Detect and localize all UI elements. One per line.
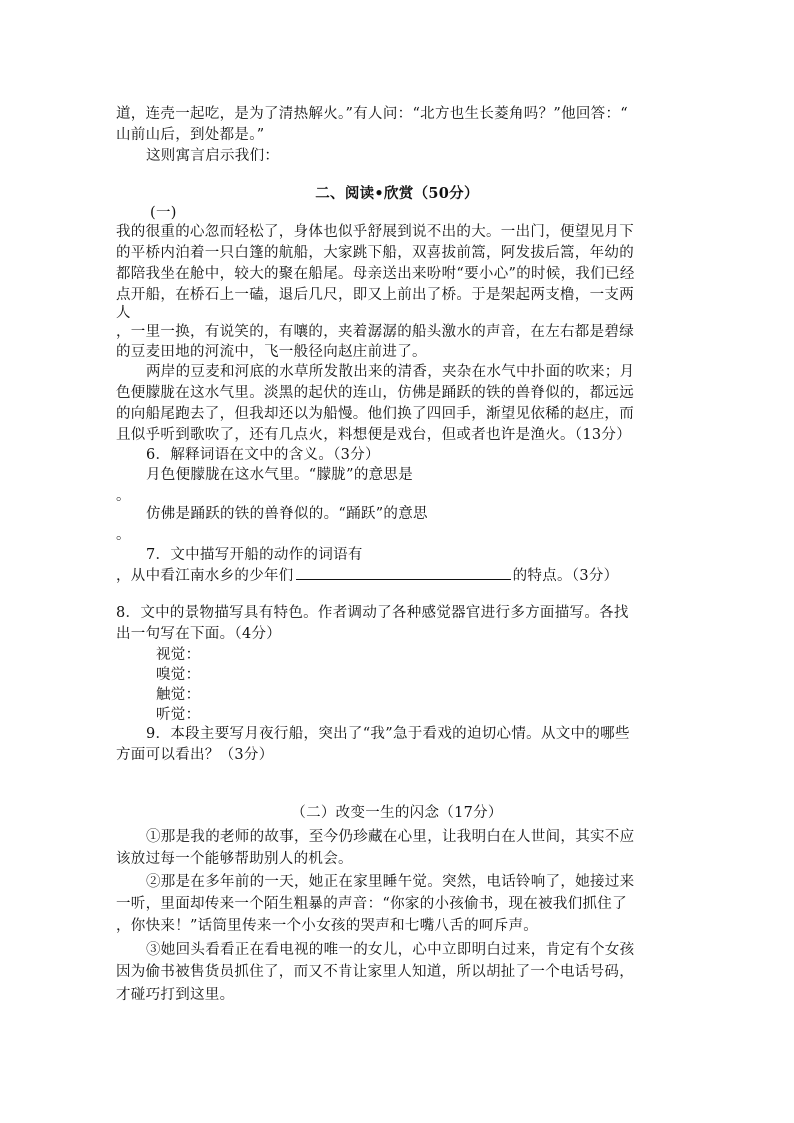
paragraph-line: ，一里一换，有说笑的，有嚷的，夹着潺潺的船头激水的声音，在左右都是碧绿	[116, 324, 634, 340]
question-8: 8．文中的景物描写具有特色。作者调动了各种感觉器官进行多方面描写。各找	[116, 605, 629, 621]
question-6a: 月色便朦胧在这水气里。“朦胧”的意思是	[146, 467, 414, 483]
answer-blank[interactable]	[296, 565, 511, 580]
paragraph-line: 我的很重的心忽而轻松了，身体也似乎舒展到说不出的大。一出门，便望见月下	[116, 224, 634, 240]
paragraph-line: 才碰巧打到这里。	[116, 987, 235, 1003]
part-one-label: (一)	[150, 205, 177, 221]
question-7-post: 的特点。（3分）	[512, 568, 619, 584]
question-6: 6．解释词语在文中的含义。（3分）	[146, 447, 380, 463]
question-6b: 仿佛是踊跃的铁的兽脊似的。“踊跃”的意思	[146, 506, 428, 522]
answer-end: 。	[116, 488, 131, 504]
paragraph-line: 的平桥内泊着一只白篷的航船，大家跳下船，双喜拔前篙，阿发拔后篙，年幼的	[116, 245, 634, 261]
question-7-line2	[116, 565, 618, 586]
part-two-title: （二）改变一生的闪念（17分）	[291, 805, 503, 821]
paragraph-line: 两岸的豆麦和河底的水草所发散出来的清香，夹杂在水气中扑面的吹来；月	[146, 364, 635, 380]
paragraph-line: 因为偷书被售货员抓住了，而又不肯让家里人知道，所以胡扯了一个电话号码，	[116, 964, 634, 980]
moral-prompt: 这则寓言启示我们：	[146, 148, 280, 164]
paragraph-line: ③她回头看看正在看电视的唯一的女儿，心中立即明白过来，肯定有个女孩	[146, 942, 635, 958]
paragraph-line: 点开船，在桥石上一磕，退后几尺，即又上前出了桥。于是架起两支橹，一支两	[116, 287, 634, 303]
sense-touch: 触觉：	[156, 687, 201, 703]
sense-visual: 视觉：	[156, 647, 201, 663]
answer-end: 。	[116, 527, 131, 543]
question-7: 7．文中描写开船的动作的词语有	[146, 547, 363, 563]
paragraph-line: 且似乎听到歌吹了，还有几点火，料想便是戏台，但或者也许是渔火。（13分）	[116, 427, 631, 443]
paragraph-line: 的豆麦田地的河流中，飞一般径向赵庄前进了。	[116, 344, 427, 360]
paragraph-line: 都陪我坐在舱中，较大的聚在船尾。母亲送出来吩咐“要小心”的时候，我们已经	[116, 266, 635, 282]
sense-smell: 嗅觉：	[156, 667, 201, 683]
paragraph-line: ，你快来！”话筒里传来一个小女孩的哭声和七嘴八舌的呵斥声。	[116, 918, 539, 934]
question-9: 9．本段主要写月夜行船，突出了“我”急于看戏的迫切心情。从文中的哪些	[146, 726, 630, 742]
question-8-line2: 出一句写在下面。（4分）	[116, 626, 282, 642]
sense-hearing: 听觉：	[156, 707, 201, 723]
question-9-line2: 方面可以看出？（3分）	[116, 747, 274, 763]
section-title: 二、阅读•欣赏（50分）	[315, 185, 479, 202]
paragraph-line: 一听，里面却传来一个陌生粗暴的声音：“你家的小孩偷书，现在被我们抓住了	[116, 896, 627, 912]
paragraph-line: ②那是在多年前的一天，她正在家里睡午觉。突然，电话铃响了，她接过来	[146, 874, 635, 890]
prev-passage-line: 道，连壳一起吃，是为了清热解火。”有人问：“北方也生长菱角吗？”他回答：“	[116, 106, 628, 122]
paragraph-line: ①那是我的老师的故事，至今仍珍藏在心里，让我明白在人世间，其实不应	[146, 829, 635, 845]
paragraph-line: 色便朦胧在这水气里。淡黑的起伏的连山，仿佛是踊跃的铁的兽脊似的，都远远	[116, 385, 634, 401]
paragraph-line: 该放过每一个能够帮助别人的机会。	[116, 851, 353, 867]
prev-passage-line: 山前山后，到处都是。”	[116, 127, 265, 143]
question-7-pre: ，从中看江南水乡的少年们	[116, 568, 294, 584]
paragraph-line: 的向船尾跑去了，但我却还以为船慢。他们换了四回手，渐望见依稀的赵庄，而	[116, 406, 634, 422]
paragraph-line: 人	[116, 305, 131, 321]
